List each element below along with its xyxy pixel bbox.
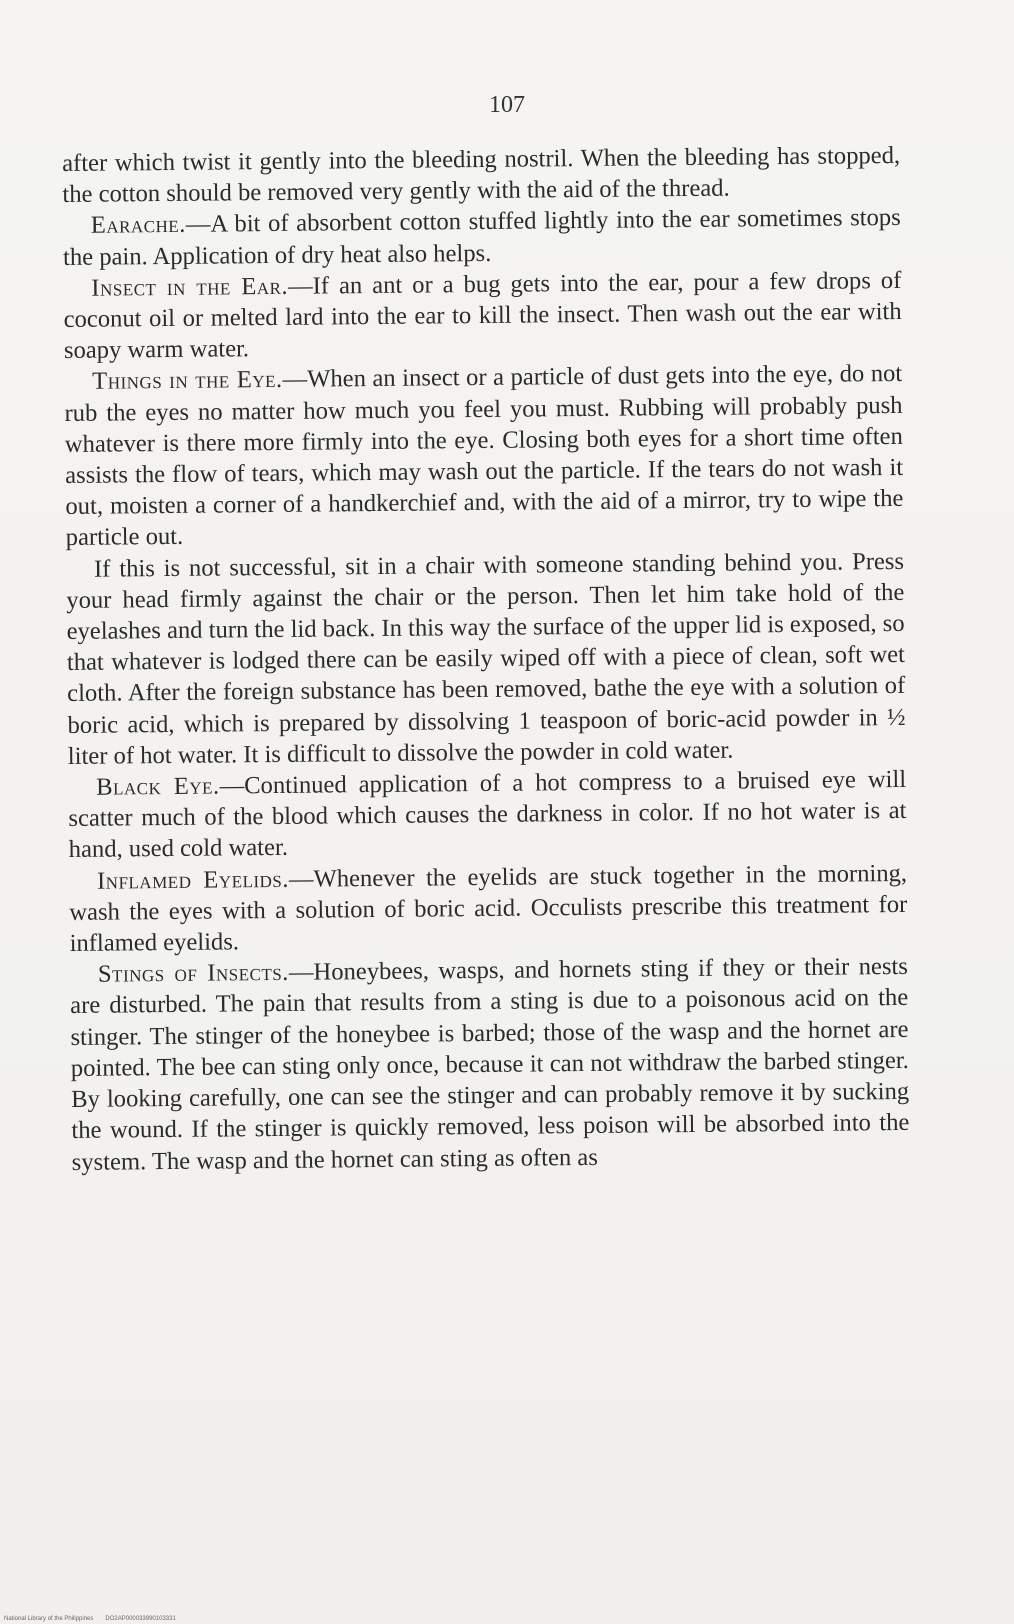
paragraph-black-eye	[68, 764, 907, 866]
paragraph-eye-continued	[66, 546, 906, 772]
paragraph-insect-in-ear	[63, 265, 902, 367]
section-heading: Things in the Eye.	[92, 366, 283, 396]
section-heading: Earache.	[90, 211, 186, 240]
paragraph-text: —If an ant or a bug gets into the ear, pour a few drops of coconut oil or melted lard into the ear to kill the insect. Then wash out the ear with soapy warm water.	[63, 266, 902, 365]
footer-library: National Library of the Philippines	[4, 1616, 94, 1622]
paragraph-inflamed-eyelids	[69, 858, 908, 960]
paragraph-text: —When an insect or a particle of dust gets into the eye, do not rub the eyes no matter how much you feel you must. Rubbing will probably push whatever is there more firmly into the eye. Closing both eyes for a short time often assists the flow of tears, which may wash out the particle. If the tears do not wash it out, moisten a corner of a handkerchief and, with the aid of a mirror, try to wipe the particle out.	[64, 360, 904, 552]
section-heading: Stings of Insects.	[97, 959, 290, 988]
paragraph-text: —Whenever the eyelids are stuck together in the morning, wash the eyes with a solution of boric acid. Occulists prescribe this treatment for inflamed eyelids.	[69, 859, 908, 958]
section-heading: Insect in the Ear.	[91, 272, 289, 302]
section-heading: Black Eye.	[96, 772, 220, 801]
paragraph-text: —Continued application of a hot compress to a bruised eye will scatter much of the blood which causes the darkness in color. If no hot water is at hand, used cold water.	[68, 765, 907, 864]
footer-code: DO2AP000033990103331	[105, 1616, 176, 1622]
paragraph-text: —A bit of absorbent cotton stuffed lightly into the ear sometimes stops the pain. Application of dry heat also helps.	[62, 204, 901, 271]
page-number: 107	[489, 92, 525, 118]
paragraph-text: —Honeybees, wasps, and hornets sting if they or their nests are disturbed. The pain that results from a sting is due to a poisonous acid on the stinger. The stinger of the honeybee is barbed; those of the wasp and the hornet are pointed. The bee can sting only once, because it can not withdraw the barbed stinger. By looking carefully, one can see the stinger and can probably remove it by sucking the wound. If the stinger is quickly removed, less poison will be absorbed into the system. The wasp and the hornet can sting as often as	[70, 953, 910, 1176]
paragraph-continuation	[62, 140, 901, 210]
paragraph-earache	[63, 202, 902, 272]
section-heading: Inflamed Eyelids.	[96, 865, 290, 895]
scan-footer	[4, 1616, 176, 1622]
paragraph-text: after which twist it gently into the bleeding nostril. When the bleeding has stopped, the cotton should be removed very gently with the aid of the thread.	[62, 141, 901, 209]
paragraph-things-in-eye	[64, 358, 904, 553]
paragraph-text: If this is not successful, sit in a chair with someone standing behind you. Press your head firmly against the chair or the person. Then let him take hold of the eyelashes and turn the lid back. In this way the surface of the upper lid is exposed, so that whatever is lodged there can be easily wiped off with a piece of clean, soft wet cloth. After the foreign substance has been removed, bathe the eye with a solution of boric acid, which is prepared by dissolving 1 teaspoon of boric-acid powder in ½ liter of hot water. It is difficult to dissolve the powder in cold water.	[66, 547, 906, 770]
paragraph-stings-of-insects	[70, 951, 910, 1177]
body-text	[62, 140, 910, 1178]
